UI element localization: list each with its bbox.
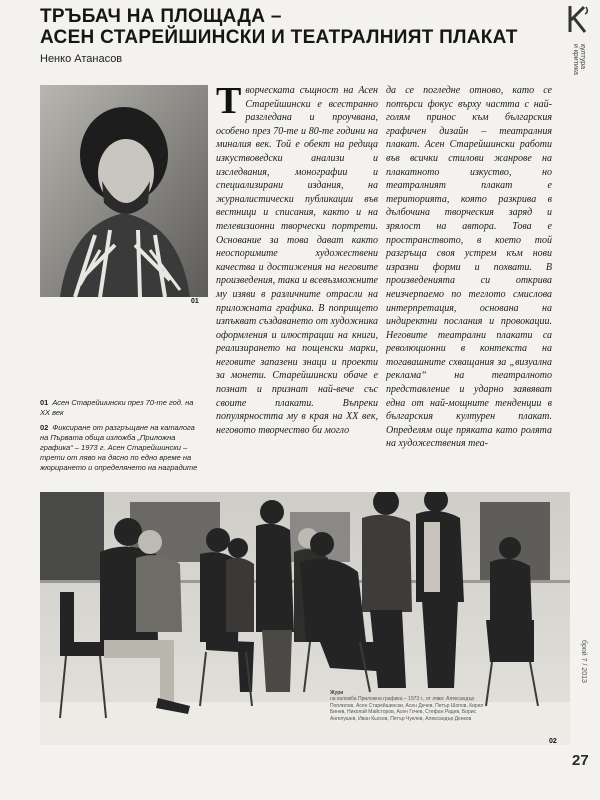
side-text-culture: култура [579, 44, 586, 70]
issue-text: брой 7 / 2013 [580, 640, 587, 683]
jury-group-photo [40, 492, 570, 745]
portrait-photo [40, 85, 208, 297]
issue-label [578, 640, 590, 750]
magazine-side-label [572, 44, 590, 344]
caption-1 [40, 398, 200, 418]
portrait-tag: 01 [191, 298, 199, 305]
photo-tag: 02 [549, 738, 557, 745]
page-number: 27 [572, 752, 589, 769]
magazine-logo [562, 4, 592, 34]
photo-caption [330, 690, 490, 722]
caption-1-text: Асен Старейшински през 70-те год. на ХХ век [40, 398, 194, 417]
drop-cap: Т [216, 80, 242, 122]
title-line-1: ТРЪБАЧ НА ПЛОЩАДА – [40, 6, 282, 27]
caption-2-text: Фиксиране от разгръщане на каталога на Първата обща изложба „Приложна графика“ – 1973 г. Асен Старейшински – трети от ляво на дясно по едно време на жюрирането и определянето на наградите [40, 423, 198, 472]
article-title [40, 6, 560, 48]
caption-1-number: 01 [40, 398, 49, 407]
article-column-1 [216, 80, 378, 437]
photo-caption-label: Жури [330, 690, 344, 696]
caption-2-number: 02 [40, 423, 49, 432]
article-column-2 [386, 84, 552, 451]
title-line-2: АСЕН СТАРЕЙШИНСКИ И ТЕАТРАЛНИЯТ ПЛАКАТ [40, 27, 518, 48]
column-2-text: да се погледне отново, като се потърси фокус върху частта с най-голям принос към българския графичен дизайн – театралния плакат. Асен Старейшински работи във всички стилови жанрове на плакатното изкуство, но театралният плакат е територията, която разкрива в дълбочина творческия заряд и зрялост на автора. Това е пространството, в което той разгръща своя устрем към нови изразни форми и похвати. В произведенията си открива неизчерпаемо по теглото смислова интерпретация, основана на индиректни послания и провокации. Неговите театрални плакати са революционни в контекста на тогавашните схващания за „визуална реклама“ на театралното представление и ударно заявяват една от най-мощните тенденции в българския културен плакат. Определям още пряката като ролята на художествения теа- [386, 85, 552, 450]
photo-caption-text: на изложба Приложна графика – 1973 г., от ляво: Александър Поплилов, Асен Старейшински, Асен Дечев, Петър Шопов, Кирил Бинев, Николай Майсторов, Асен Гочев, Стефан Радев, Борис Ангелушев, Иван Кьосев, Петър Чуклев, Александър Денков [330, 696, 484, 722]
caption-2 [40, 423, 200, 473]
side-text-critique: и критика [572, 44, 579, 75]
k-logo-icon [562, 4, 592, 34]
author-name: Ненко Атанасов [40, 53, 123, 65]
column-1-text: ворческата същност на Асен Старейшински е всестранно разгледана и проучвана, особено през 70-те и 80-те години на миналия век. Той е обект на редица изкуствоведски анализи и изследвания, монографии и специализирани издания, на журналистически публикации във вестници и списания, както и на телевизионни творчески портрети. Основание за това дават както неоспоримите художествени качества и достижения на неговите произведения, така и всевъзможните му изяви в различните отрасли на приложната графика. В попрището изпъкват създаването от художника оформления и илюстрации на книги, реализирането на пощенски марки, неговите запазени знаци и проекти за монети. Старейшински обаче е познат и признат най-вече със своите плакати. Въпреки популярността му в края на ХХ век, неговото творчество би могло [216, 85, 378, 436]
